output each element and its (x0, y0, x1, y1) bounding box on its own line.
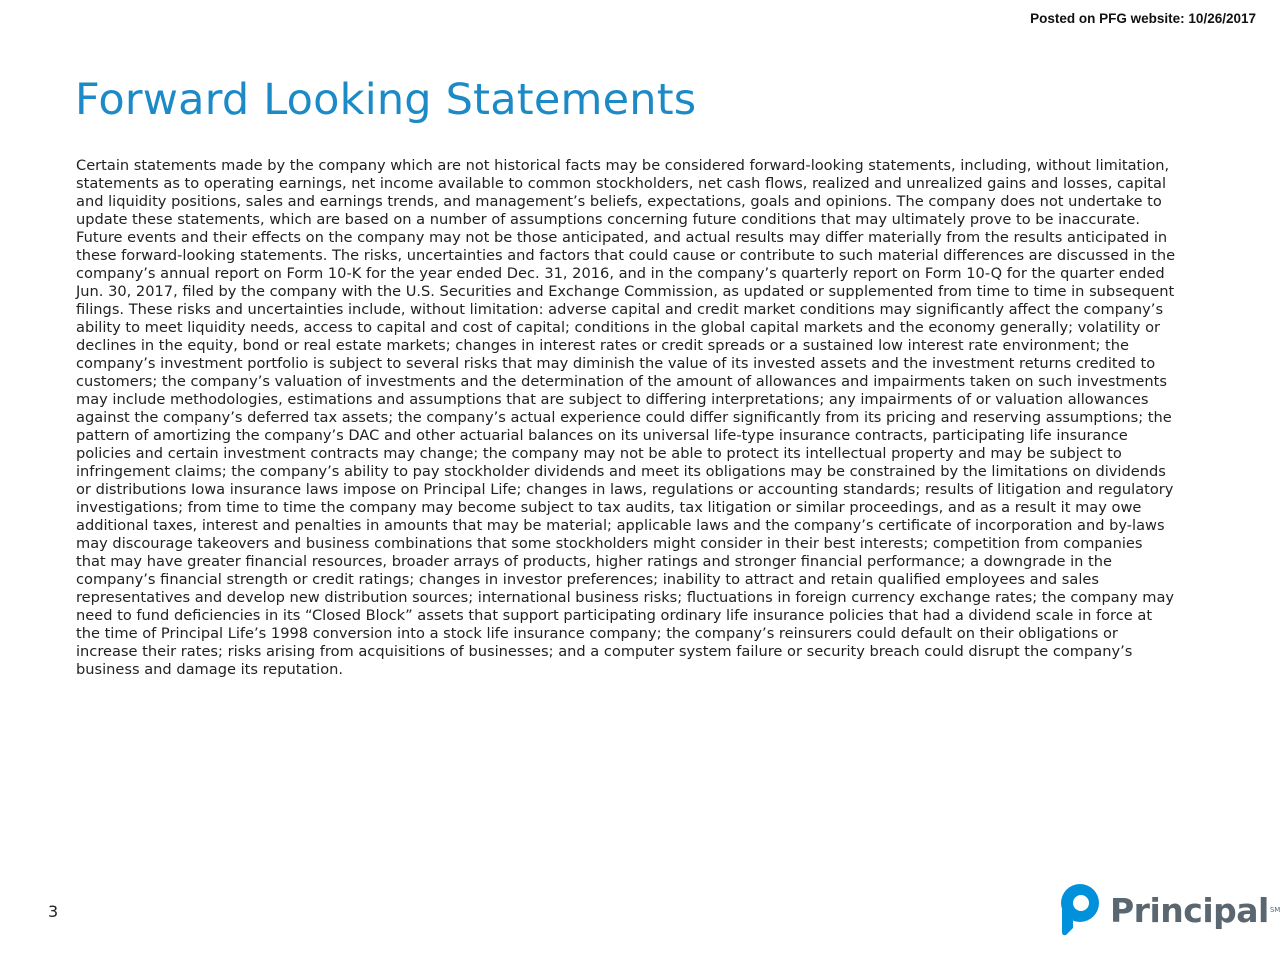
principal-logo (1058, 882, 1280, 938)
slide-title: Forward Looking Statements (75, 75, 697, 125)
forward-looking-statement-text: Certain statements made by the company which are not historical facts may be considered forward-looking statements, including, without limitation, statements as to operating earnings, net income available to common stockholders, net cash flows, realized and unrealized gains and losses, capital and liquidity positions, sales and earnings trends, and management’s beliefs, expectations, goals and opinions. The company does not undertake to update these statements, which are based on a number of assumptions concerning future conditions that may ultimately prove to be inaccurate. Future events and their effects on the company may not be those anticipated, and actual results may differ materially from the results anticipated in these forward-looking statements. The risks, uncertainties and factors that could cause or contribute to such material differences are discussed in the company’s annual report on Form 10-K for the year ended Dec. 31, 2016, and in the company’s quarterly report on Form 10-Q for the quarter ended Jun. 30, 2017, filed by the company with the U.S. Securities and Exchange Commission, as updated or supplemented from time to time in subsequent filings. These risks and uncertainties include, without limitation: adverse capital and credit market conditions may significantly affect the company’s ability to meet liquidity needs, access to capital and cost of capital; conditions in the global capital markets and the economy generally; volatility or declines in the equity, bond or real estate markets; changes in interest rates or credit spreads or a sustained low interest rate environment; the company’s investment portfolio is subject to several risks that may diminish the value of its invested assets and the investment returns credited to customers; the company’s valuation of investments and the determination of the amount of allowances and impairments taken on such investments may include methodologies, estimations and assumptions that are subject to differing interpretations; any impairments of or valuation allowances against the company’s deferred tax assets; the company’s actual experience could differ significantly from its pricing and reserving assumptions; the pattern of amortizing the company’s DAC and other actuarial balances on its universal life-type insurance contracts, participating life insurance policies and certain investment contracts may change; the company may not be able to protect its intellectual property and may be subject to infringement claims; the company’s ability to pay stockholder dividends and meet its obligations may be constrained by the limitations on dividends or distributions Iowa insurance laws impose on Principal Life; changes in laws, regulations or accounting standards; results of litigation and regulatory investigations; from time to time the company may become subject to tax audits, tax litigation or similar proceedings, and as a result it may owe additional taxes, interest and penalties in amounts that may be material; applicable laws and the company’s certificate of incorporation and by-laws may discourage takeovers and business combinations that some stockholders might consider in their best interests; competition from companies that may have greater financial resources, broader arrays of products, higher ratings and stronger financial performance; a downgrade in the company’s financial strength or credit ratings; changes in investor preferences; inability to attract and retain qualified employees and sales representatives and develop new distribution sources; international business risks; fluctuations in foreign currency exchange rates; the company may need to fund deficiencies in its “Closed Block” assets that support participating ordinary life insurance policies that had a dividend scale in force at the time of Principal Life’s 1998 conversion into a stock life insurance company; the company’s reinsurers could default on their obligations or increase their rates; risks arising from acquisitions of businesses; and a computer system failure or security breach could disrupt the company’s business and damage its reputation. (76, 157, 1176, 678)
page-number: 3 (48, 902, 59, 921)
principal-wordmark: Principal (1110, 890, 1269, 930)
service-mark: SM (1269, 906, 1280, 914)
posted-date: Posted on PFG website: 10/26/2017 (1030, 11, 1256, 26)
principal-logo-icon (1058, 882, 1102, 938)
